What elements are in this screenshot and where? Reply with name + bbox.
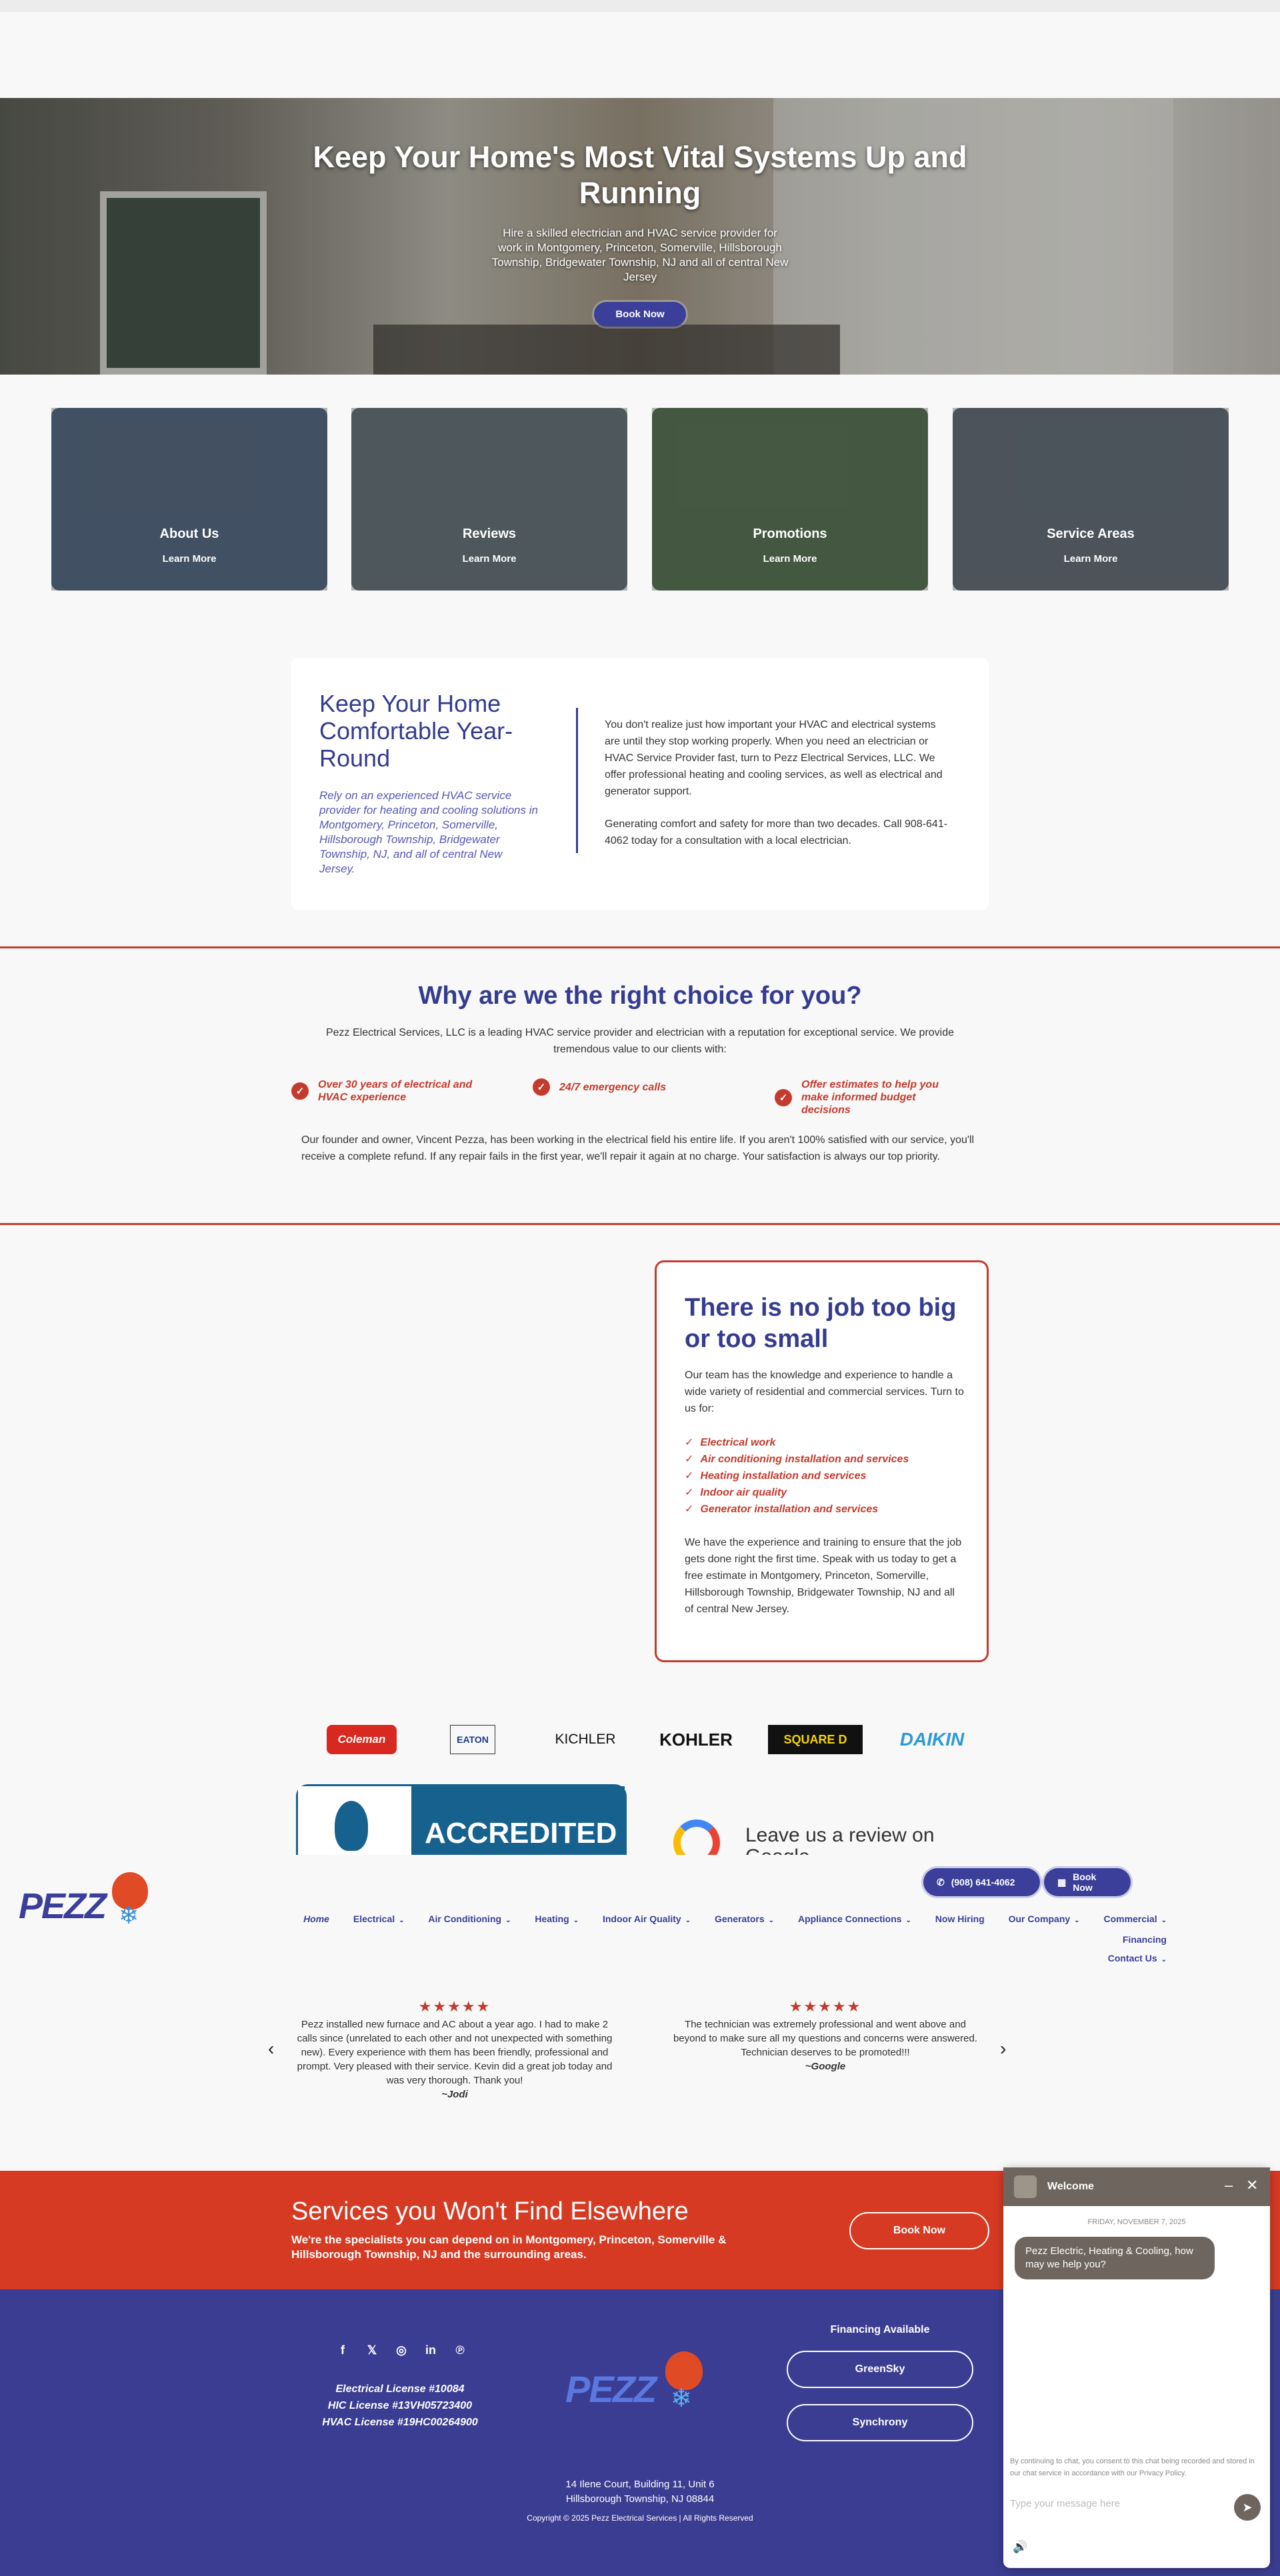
address-line: Hillsborough Township, NJ 08844 [565,2493,715,2505]
card-title: Promotions [753,527,827,541]
why-choose-us-section [0,946,1280,1225]
chevron-down-icon: ⌄ [505,1917,511,1924]
comfort-section [291,658,989,910]
nav-item-our-company[interactable] [998,1914,1080,1924]
check-icon: ✓ [775,1089,792,1106]
testimonial [669,1999,982,2073]
hero-banner [0,98,1280,375]
social-links [335,2343,467,2357]
testimonial-text: The technician was extremely professional and went above and beyond to make sure all my questions and concerns were answered. Technician deserves to be promoted!!! [673,2019,978,2058]
card-title: Service Areas [1047,527,1135,541]
square-d-logo: SQUARE D [768,1725,863,1754]
feature-cards [51,408,1229,591]
book-now-label: Book Now [1073,1872,1097,1893]
send-icon[interactable]: ➤ [1234,2494,1261,2521]
feature-text: 24/7 emergency calls [559,1081,667,1093]
site-header [0,1855,1280,1971]
star-rating: ★★★★★ [789,1998,862,2015]
testimonial-author: ~Jodi [441,2089,468,2100]
prev-arrow-icon[interactable]: ‹ [268,2038,275,2059]
check-icon: ✓ [685,1504,694,1515]
address-line: 14 Ilene Court, Building 11, Unit 6 [565,2479,715,2490]
testimonial-text: Pezz installed new furnace and AC about a year ago. I had to make 2 calls since (unrelated to each other and not unexpected with something new). Every experience with them has been friendly, professional and prompt. Very pleased with their service. Kevin did a great job today and was very thorough. Thank you! [297,2019,613,2086]
footer-logo[interactable] [565,2351,712,2418]
list-item [685,1501,909,1518]
comfort-paragraph: Generating comfort and safety for more than two decades. Call 908-641-4062 today for a consultation with a local electrician. [605,818,948,846]
copyright: Copyright © 2025 Pezz Electrical Services | All Rights Reserved [527,2513,753,2523]
list-item [685,1468,909,1484]
check-icon: ✓ [685,1470,694,1482]
logo-wordmark: PEZZ [19,1886,106,1926]
list-item-label: Heating installation and services [700,1470,867,1482]
chevron-down-icon: ⌄ [1074,1917,1080,1924]
feature-text: Offer estimates to help you make informed budget decisions [801,1079,939,1116]
services-intro: Our team has the knowledge and experience to handle a wide variety of residential and commercial services. Turn to us for: [685,1370,964,1414]
check-icon: ✓ [533,1078,550,1096]
bbb-accredited-badge[interactable] [296,1784,627,1855]
card-service-areas[interactable] [953,408,1229,591]
snowflake-icon: ❄ [671,2385,692,2413]
close-icon[interactable]: ✕ [1246,2177,1259,2193]
card-learn-more-link[interactable]: Learn More [162,553,217,565]
financing-title: Financing Available [830,2324,930,2335]
hero-content [307,139,973,327]
pezz-logo[interactable] [19,1872,159,1929]
chat-avatar [1014,2175,1037,2198]
pinterest-icon[interactable]: ℗ [455,2343,465,2357]
nav-item-electrical[interactable] [343,1914,405,1924]
nav-item-commercial[interactable] [1093,1914,1167,1924]
services-card [655,1260,989,1662]
nav-item-financing[interactable] [1112,1934,1167,1945]
chevron-down-icon: ⌄ [768,1917,775,1924]
facebook-icon[interactable]: f [341,2343,345,2357]
feature-item [775,1078,955,1116]
check-icon: ✓ [685,1454,694,1465]
check-icon: ✓ [291,1082,309,1100]
chat-title: Welcome [1047,2181,1094,2192]
coleman-logo: Coleman [327,1725,397,1754]
nav-label: Commercial [1103,1914,1157,1924]
list-item-label: Electrical work [700,1437,776,1448]
nav-item-generators[interactable] [704,1914,774,1924]
chevron-down-icon: ⌄ [1161,1917,1167,1924]
nav-label: Generators [714,1914,765,1924]
chat-message: Pezz Electric, Heating & Cooling, how may we help you? [1015,2237,1215,2279]
nav-label: Appliance Connections [797,1914,902,1924]
card-learn-more-link[interactable]: Learn More [462,553,517,565]
list-item-label: Generator installation and services [700,1504,879,1515]
chevron-down-icon: ⌄ [905,1917,911,1924]
nav-label: Now Hiring [935,1914,985,1924]
list-item [685,1434,909,1451]
license-text: Electrical License #10084 [335,2383,465,2395]
chevron-down-icon: ⌄ [399,1917,405,1924]
chat-consent: By continuing to chat, you consent to this chat being recorded and stored in our chat service in accordance with our Privacy Policy. [1010,2457,1255,2477]
license-text: HVAC License #19HC00264900 [322,2417,478,2428]
main-nav [287,1910,1167,1969]
hero-title: Keep Your Home's Most Vital Systems Up and Running [313,140,967,210]
nav-item-heating[interactable] [524,1914,579,1924]
hero-text: Hire a skilled electrician and HVAC service provider for work in Montgomery, Princeton, Somerville, Hillsborough Township, Bridgewater Township, NJ and all of central New Jersey [491,227,789,283]
kichler-logo: KICHLER [555,1732,616,1747]
nav-label: Our Company [1008,1914,1071,1924]
synchrony-button[interactable]: Synchrony [787,2404,973,2441]
minimize-icon[interactable]: – [1225,2177,1233,2193]
card-reviews[interactable] [351,408,627,591]
bbb-flame-icon [335,1801,368,1851]
next-arrow-icon[interactable]: › [1000,2038,1007,2059]
greensky-button[interactable]: GreenSky [787,2351,973,2388]
card-learn-more-link[interactable]: Learn More [763,553,817,565]
nav-item-contact-us[interactable] [1097,1953,1167,1963]
check-icon: ✓ [685,1487,694,1498]
testimonial-author: ~Google [805,2061,846,2072]
services-outro: We have the experience and training to ensure that the job gets done right the first time. Speak with us today to get a free estimate in Montgomery, Princeton, Somerville, Hillsborough Township, Bridgewater Township, NJ and all of central New Jersey. [685,1537,962,1615]
instagram-icon[interactable]: ◎ [396,2343,407,2357]
why-body: Our founder and owner, Vincent Pezza, has been working in the electrical field his entire life. If you aren't 100% satisfied with our service, you'll receive a complete refund. If any repair fails in the first year, we'll repair it again at no charge. Your satisfaction is always our top priority. [301,1134,975,1162]
comfort-subtitle: Rely on an experienced HVAC service provider for heating and cooling solutions in Montgomery, Princeton, Somerville, Hillsborough Township, Bridgewater Township, NJ, and all of central New Jersey. [319,789,538,875]
check-icon: ✓ [685,1437,694,1448]
x-icon[interactable]: 𝕏 [367,2343,377,2357]
calendar-icon: ▦ [1057,1876,1067,1888]
nav-label: Home [303,1914,329,1924]
card-about-us[interactable] [51,408,327,591]
eaton-logo: EATON [450,1725,495,1754]
chevron-down-icon: ⌄ [685,1917,691,1924]
daikin-logo: DAIKIN [899,1729,965,1750]
list-item-label: Indoor air quality [700,1487,787,1498]
license-text: HIC License #13VH05723400 [327,2400,473,2411]
kohler-logo: KOHLER [659,1729,733,1750]
comfort-paragraph: You don't realize just how important your HVAC and electrical systems are until they stop working properly. When you need an electrician or HVAC Service Provider fast, turn to Pezz Electrical Services, LLC. We offer professional heating and cooling services, as well as electrical and generator support. [605,719,943,797]
card-learn-more-link[interactable]: Learn More [1063,553,1118,565]
services-list [685,1434,909,1518]
snowflake-icon: ❄ [119,1902,139,1929]
chat-input[interactable]: Type your message here [1010,2498,1121,2509]
nav-item-indoor-air-quality[interactable] [592,1914,691,1924]
logo-wordmark: PEZZ [565,2368,656,2410]
speaker-icon[interactable]: 🔊 [1013,2540,1028,2553]
list-item [685,1451,909,1468]
header-book-now-button[interactable] [1044,1868,1131,1896]
google-review-link[interactable] [673,1820,940,1855]
card-title: Reviews [462,527,517,541]
why-intro: Pezz Electrical Services, LLC is a leading HVAC service provider and electrician with a reputation for exceptional service. We provide tremendous value to our clients with: [325,1027,955,1055]
nav-label: Air Conditioning [428,1914,502,1924]
comfort-title: Keep Your Home Comfortable Year-Round [319,690,513,772]
chevron-down-icon: ⌄ [1161,1956,1167,1963]
card-title: About Us [159,527,219,541]
list-item-label: Air conditioning installation and services [700,1454,909,1465]
testimonials-carousel [0,1986,1280,2113]
chat-widget [1003,2167,1270,2568]
hero-book-now-button[interactable]: Book Now [594,302,685,327]
licenses [300,2381,500,2431]
google-review-text: Leave us a review on [745,1824,935,1846]
bbb-seal [298,1786,411,1857]
feature-item [291,1078,491,1104]
phone-button[interactable] [923,1868,1040,1896]
feature-text: Over 30 years of electrical and HVAC experience [318,1079,473,1103]
nav-item-air-conditioning[interactable] [417,1914,511,1924]
brand-logos [313,1725,987,1758]
card-promotions[interactable] [652,408,928,591]
divider [576,708,578,853]
cta-title: Services you Won't Find Elsewhere [291,2197,689,2225]
star-rating: ★★★★★ [418,1998,491,2015]
top-bar [0,0,1280,12]
nav-label: Contact Us [1107,1953,1157,1963]
phone-icon: ✆ [937,1876,945,1888]
nav-item-appliance-connections[interactable] [787,1914,911,1924]
linkedin-icon[interactable]: in [425,2343,436,2357]
phone-number: (908) 641-4062 [951,1877,1015,1888]
feature-item [533,1078,666,1096]
why-title: Why are we the right choice for you? [418,982,862,1010]
chat-header [1003,2167,1270,2206]
financing [787,2324,973,2457]
chat-date: FRIDAY, NOVEMBER 7, 2025 [1087,2218,1186,2226]
testimonial [295,1999,615,2101]
bbb-accredited-text: ACCREDITED [411,1786,625,1857]
services-title: There is no job too big or too small [685,1294,957,1353]
nav-label: Indoor Air Quality [602,1914,681,1924]
nav-label: Electrical [353,1914,395,1924]
nav-item-now-hiring[interactable] [925,1914,985,1924]
chevron-down-icon: ⌄ [573,1917,579,1924]
nav-item-home[interactable] [293,1914,329,1924]
nav-label: Financing [1122,1934,1167,1945]
nav-label: Heating [535,1914,569,1924]
cta-text: We're the specialists you can depend on in Montgomery, Princeton, Somerville & Hillsborough Township, NJ and the surrounding areas. [291,2233,727,2261]
list-item [685,1484,909,1501]
cta-book-now-button[interactable]: Book Now [849,2212,989,2249]
